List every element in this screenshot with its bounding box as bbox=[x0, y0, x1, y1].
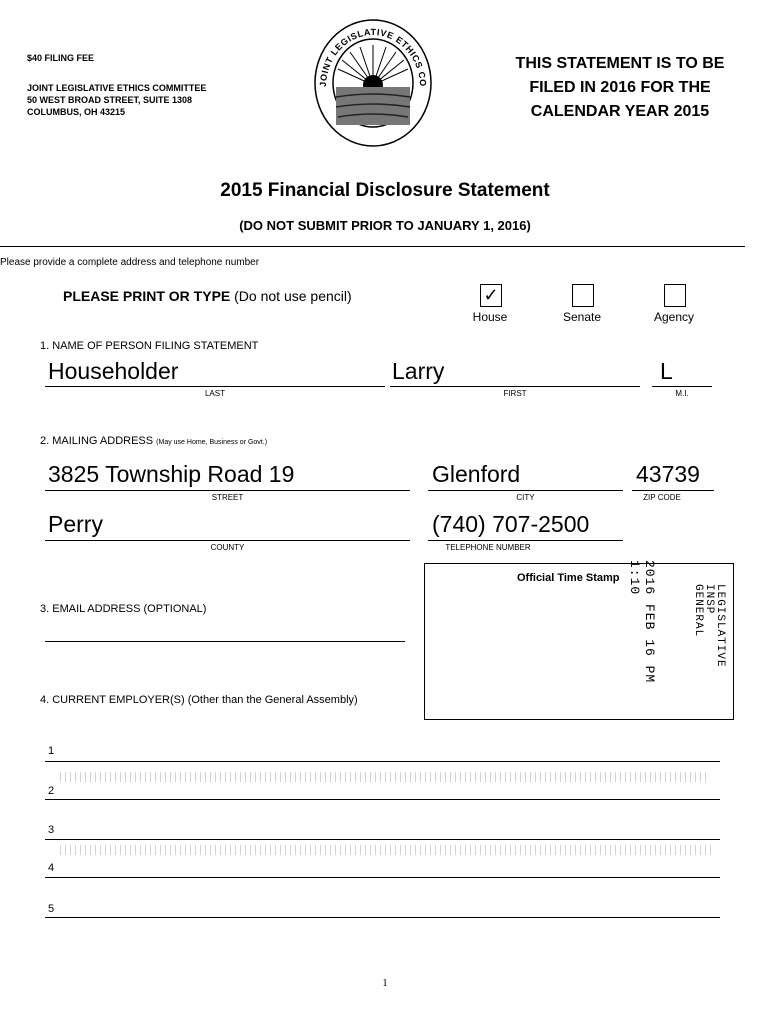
employer-line-number: 1 bbox=[48, 745, 55, 757]
page-title: 2015 Financial Disclosure Statement bbox=[220, 180, 550, 201]
employer-line-number: 5 bbox=[48, 903, 55, 915]
employer-line-number: 2 bbox=[48, 785, 55, 797]
notice-line-1: THIS STATEMENT IS TO BE bbox=[515, 55, 725, 72]
agency-checkbox[interactable] bbox=[664, 284, 686, 307]
org-name: JOINT LEGISLATIVE ETHICS COMMITTEE bbox=[27, 83, 207, 93]
employer-line-2[interactable] bbox=[45, 799, 720, 800]
street-field[interactable]: 3825 Township Road 19 bbox=[48, 461, 295, 487]
committee-seal bbox=[312, 17, 434, 149]
received-date-stamp: 2016 FEB 16 PM 1:10 bbox=[627, 560, 657, 684]
employer-line-4[interactable] bbox=[45, 877, 720, 878]
time-stamp-title: Official Time Stamp bbox=[517, 572, 620, 584]
zip-field[interactable]: 43739 bbox=[636, 461, 700, 487]
phone-caption: TELEPHONE NUMBER bbox=[445, 543, 531, 552]
notice-line-3: CALENDAR YEAR 2015 bbox=[530, 103, 710, 120]
q1-label: 1. NAME OF PERSON FILING STATEMENT bbox=[40, 340, 259, 352]
last-caption: LAST bbox=[204, 389, 225, 398]
first-caption: FIRST bbox=[503, 389, 527, 398]
senate-checkbox[interactable] bbox=[572, 284, 594, 307]
employer-line-1[interactable] bbox=[45, 761, 720, 762]
zip-caption: ZIP CODE bbox=[643, 493, 681, 502]
county-caption: COUNTY bbox=[210, 543, 245, 552]
county-field[interactable]: Perry bbox=[48, 511, 103, 537]
city-caption: CITY bbox=[516, 493, 535, 502]
phone-field[interactable]: (740) 707-2500 bbox=[432, 511, 590, 537]
title-divider bbox=[0, 246, 745, 247]
received-office-stamp: LEGISLATIVE INSP GENERAL bbox=[692, 584, 726, 668]
filing-fee: $40 FILING FEE bbox=[27, 53, 95, 63]
filing-notice bbox=[490, 52, 750, 124]
mi-caption: M.I. bbox=[675, 389, 689, 398]
notice-line-2: FILED IN 2016 FOR THE bbox=[529, 79, 711, 96]
house-checkbox[interactable]: ✓ bbox=[480, 284, 502, 307]
street-caption: STREET bbox=[211, 493, 244, 502]
address-note: Please provide a complete address and telephone number bbox=[0, 257, 260, 268]
q4-label: 4. CURRENT EMPLOYER(S) (Other than the General Assembly) bbox=[40, 694, 358, 706]
q2-label: 2. MAILING ADDRESS (May use Home, Business or Govt.) bbox=[40, 435, 268, 447]
page-subtitle: (DO NOT SUBMIT PRIOR TO JANUARY 1, 2016) bbox=[239, 218, 531, 233]
time-stamp-box bbox=[424, 560, 734, 720]
last-name-field[interactable]: Householder bbox=[48, 358, 179, 384]
employer-line-3[interactable] bbox=[45, 839, 720, 840]
org-address: 50 WEST BROAD STREET, SUITE 1308 bbox=[27, 95, 193, 105]
middle-initial-field[interactable]: L bbox=[660, 358, 673, 384]
print-instruction: PLEASE PRINT OR TYPE (Do not use pencil) bbox=[63, 288, 352, 304]
org-city: COLUMBUS, OH 43215 bbox=[27, 107, 126, 117]
senate-label: Senate bbox=[562, 310, 602, 324]
email-field[interactable] bbox=[45, 641, 405, 642]
agency-label: Agency bbox=[653, 310, 695, 324]
house-label: House bbox=[472, 310, 508, 324]
employer-line-number: 4 bbox=[48, 862, 55, 874]
q3-label: 3. EMAIL ADDRESS (OPTIONAL) bbox=[40, 603, 207, 615]
employer-line-number: 3 bbox=[48, 824, 55, 836]
page-number: 1 bbox=[382, 977, 388, 989]
city-field[interactable]: Glenford bbox=[432, 461, 521, 487]
employer-line-5[interactable] bbox=[45, 917, 720, 918]
first-name-field[interactable]: Larry bbox=[392, 358, 445, 384]
svg-text:JOINT LEGISLATIVE ETHICS COMMI: JOINT LEGISLATIVE ETHICS CO bbox=[317, 26, 429, 88]
